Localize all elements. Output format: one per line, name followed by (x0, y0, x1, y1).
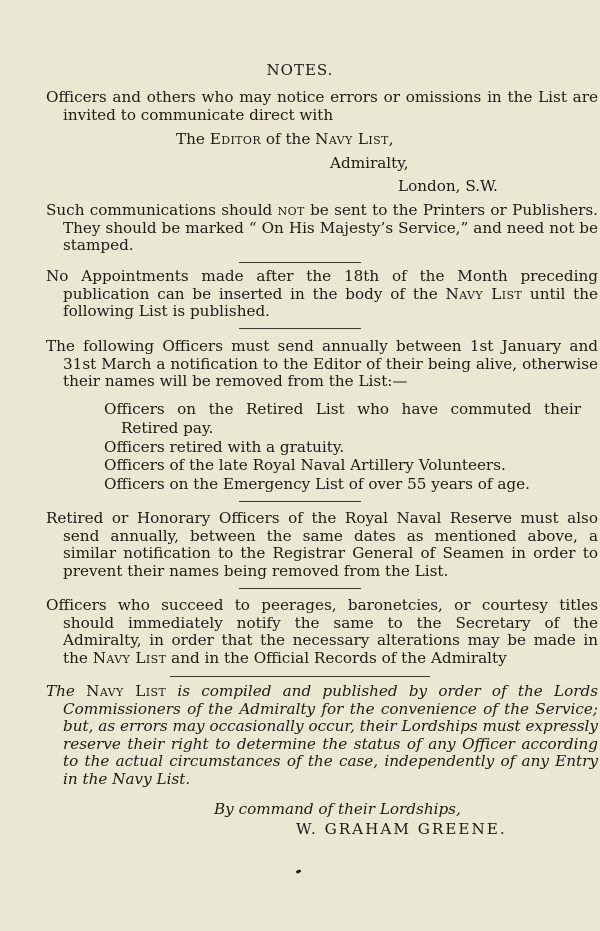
disclaimer-the: The (46, 682, 87, 700)
disclaimer-navy-list: Navy List (86, 682, 167, 700)
list-item: Officers on the Emergency List of over 55 years of age. (104, 475, 530, 494)
address-line-london: London, S.W. (398, 177, 498, 195)
communications-not: not (277, 201, 305, 219)
list-item: Officers retired with a gratuity. (104, 437, 345, 456)
divider-rule (239, 262, 361, 263)
communications-paragraph (46, 202, 598, 255)
appointments-navy-list: Navy List (445, 284, 523, 303)
appointments-part1: No Appointments made after the 18th of the Month preceding publication can be inserted in the body of the (46, 267, 598, 303)
divider-rule (170, 676, 430, 677)
peerages-paragraph (46, 597, 598, 667)
address-navy-list: Navy List (315, 130, 389, 148)
peerages-navy-list: Navy List (92, 648, 167, 667)
appointments-part2: until the following List is published. (63, 284, 598, 321)
list-item: Officers of the late Royal Naval Artillery Volunteers. (104, 456, 506, 475)
appointments-paragraph (46, 268, 598, 321)
address-line-editor (176, 131, 394, 149)
divider-rule (239, 501, 361, 502)
officer-list (104, 400, 581, 494)
address-suffix: , (388, 130, 394, 148)
disclaimer-text: is compiled and published by order of the Lords Commissioners of the Admiralty for the convenience of the Service; but, as errors may occasionally occur, their Lordships must expressly reserve their right to determine the status of any Officer according to the actual circumstances of the case, independently of any Entry in the Navy List. (63, 682, 599, 788)
address-editor: Editor (209, 130, 262, 148)
communications-part1: Such communications should (46, 201, 278, 219)
list-item: Officers on the Retired List who have commuted their Retired pay. (104, 400, 581, 437)
communications-part2: be sent to the Printers or Publishers. They should be marked “ On His Majesty’s Service,” and need not be stamped. (63, 201, 598, 255)
ink-speck (296, 869, 302, 874)
signature: W. GRAHAM GREENE. (296, 820, 507, 838)
annual-paragraph: The following Officers must send annually between 1st January and 31st March a notification to the Editor of their being alive, otherwise their names will be removed from the List:— (46, 337, 598, 391)
disclaimer-paragraph (46, 683, 598, 789)
peerages-part1: Officers who succeed to peerages, baronetcies, or courtesy titles should immediately notify the same to the Secretary of the Admiralty, in order that the necessary alterations may be made in the (46, 596, 598, 667)
peerages-part2: and in the Official Records of the Admiralty (166, 648, 507, 667)
divider-rule (239, 588, 361, 589)
reserve-paragraph: Retired or Honorary Officers of the Royal Naval Reserve must also send annually, between the same dates as mentioned above, a similar notification to the Registrar General of Seamen in order to prevent their names being removed from the List. (46, 509, 598, 580)
address-prefix: The (176, 130, 210, 148)
address-middle: of the (261, 130, 316, 148)
notice-paragraph: Officers and others who may notice errors or omissions in the List are invited to communicate direct with (46, 88, 598, 124)
address-line-admiralty: Admiralty, (330, 154, 409, 172)
divider-rule (239, 328, 361, 329)
page-title: NOTES. (266, 61, 334, 79)
by-command-line: By command of their Lordships, (214, 800, 461, 818)
